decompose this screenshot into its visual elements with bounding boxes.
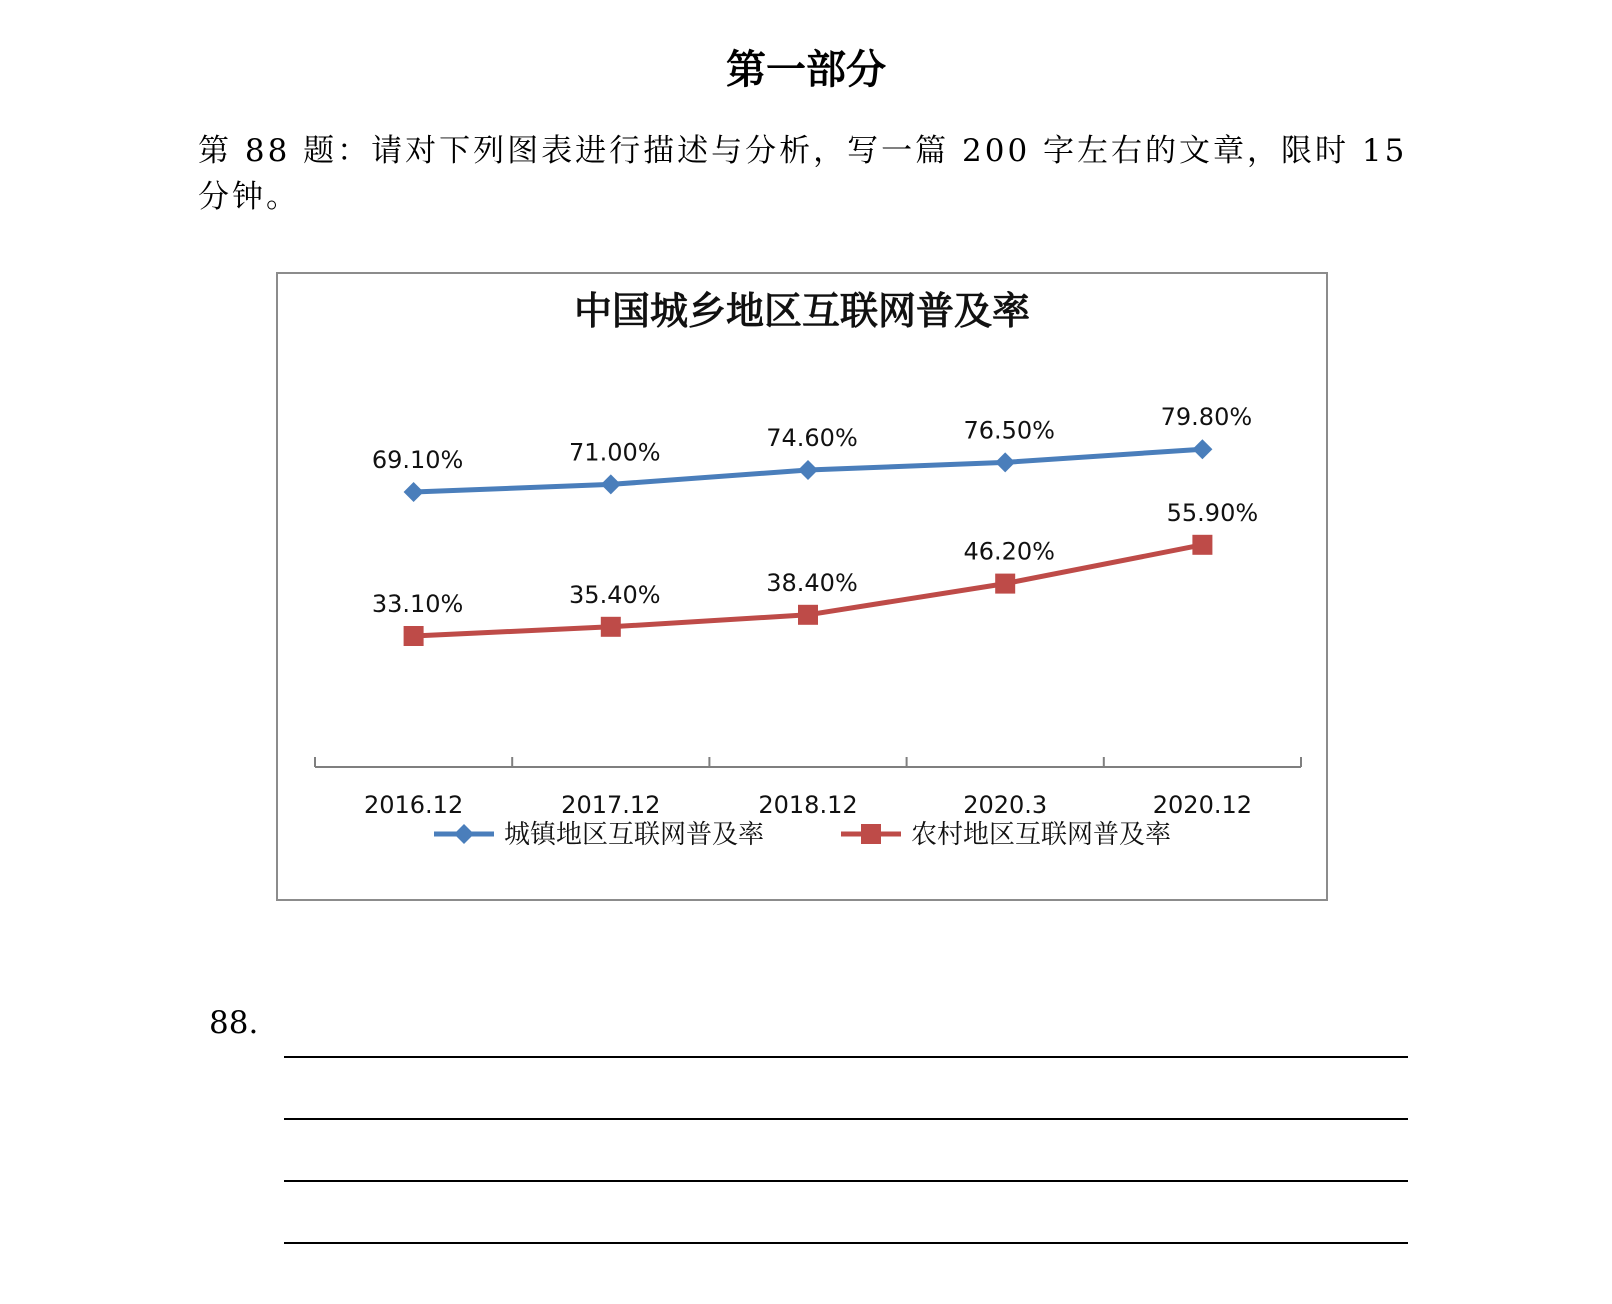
line-chart	[278, 274, 1326, 899]
data-label-1-0: 33.10%	[371, 590, 464, 618]
data-label-0-3: 76.50%	[963, 416, 1055, 445]
x-tick-label-1: 2017.12	[561, 791, 661, 819]
legend-label-1: 农村地区互联网普及率	[911, 820, 1172, 850]
data-point-1-1	[601, 617, 621, 637]
data-label-0-4: 79.80%	[1160, 403, 1253, 432]
data-label-1-4: 55.90%	[1166, 498, 1259, 527]
question-text: 第 88 题：请对下列图表进行描述与分析，写一篇 200 字左右的文章，限时 15 分钟。	[198, 133, 1408, 215]
data-point-1-3	[995, 574, 1015, 594]
legend	[434, 820, 1171, 850]
x-tick-label-4: 2020.12	[1152, 791, 1253, 819]
answer-label: 88.	[209, 1005, 259, 1041]
x-axis-tick-labels	[364, 791, 1252, 819]
data-point-0-1	[601, 474, 621, 494]
x-tick-label-3: 2020.3	[963, 791, 1048, 819]
legend-marker-0	[454, 824, 474, 844]
data-label-1-1: 35.40%	[569, 580, 661, 609]
legend-marker-1	[861, 824, 881, 844]
section-title: 第一部分	[726, 47, 886, 93]
data-point-1-0	[404, 626, 424, 646]
answer-line-2[interactable]	[284, 1118, 1408, 1120]
data-point-0-3	[995, 452, 1015, 472]
legend-item-0	[434, 820, 764, 850]
data-label-0-1: 71.00%	[569, 438, 661, 467]
answer-line-1[interactable]	[284, 1056, 1408, 1058]
legend-label-0: 城镇地区互联网普及率	[504, 820, 765, 850]
data-label-0-2: 74.60%	[766, 424, 858, 452]
data-point-0-4	[1192, 439, 1212, 459]
x-tick-label-0: 2016.12	[363, 791, 464, 819]
data-point-1-4	[1192, 535, 1212, 555]
data-point-0-2	[798, 460, 818, 480]
data-label-1-2: 38.40%	[766, 568, 858, 597]
chart-frame	[276, 272, 1328, 901]
series-0	[372, 403, 1252, 502]
series-layer	[372, 403, 1258, 646]
data-point-1-2	[798, 605, 818, 625]
answer-line-3[interactable]	[284, 1180, 1408, 1182]
answer-line-4[interactable]	[284, 1242, 1408, 1244]
x-tick-label-2: 2018.12	[758, 791, 858, 819]
chart-title: 中国城乡地区互联网普及率	[573, 289, 1031, 333]
x-axis-ticks	[315, 757, 1301, 767]
series-1	[372, 499, 1258, 646]
data-point-0-0	[404, 482, 424, 502]
data-label-1-3: 46.20%	[963, 537, 1055, 566]
data-label-0-0: 69.10%	[371, 446, 464, 474]
legend-item-1	[841, 820, 1171, 850]
